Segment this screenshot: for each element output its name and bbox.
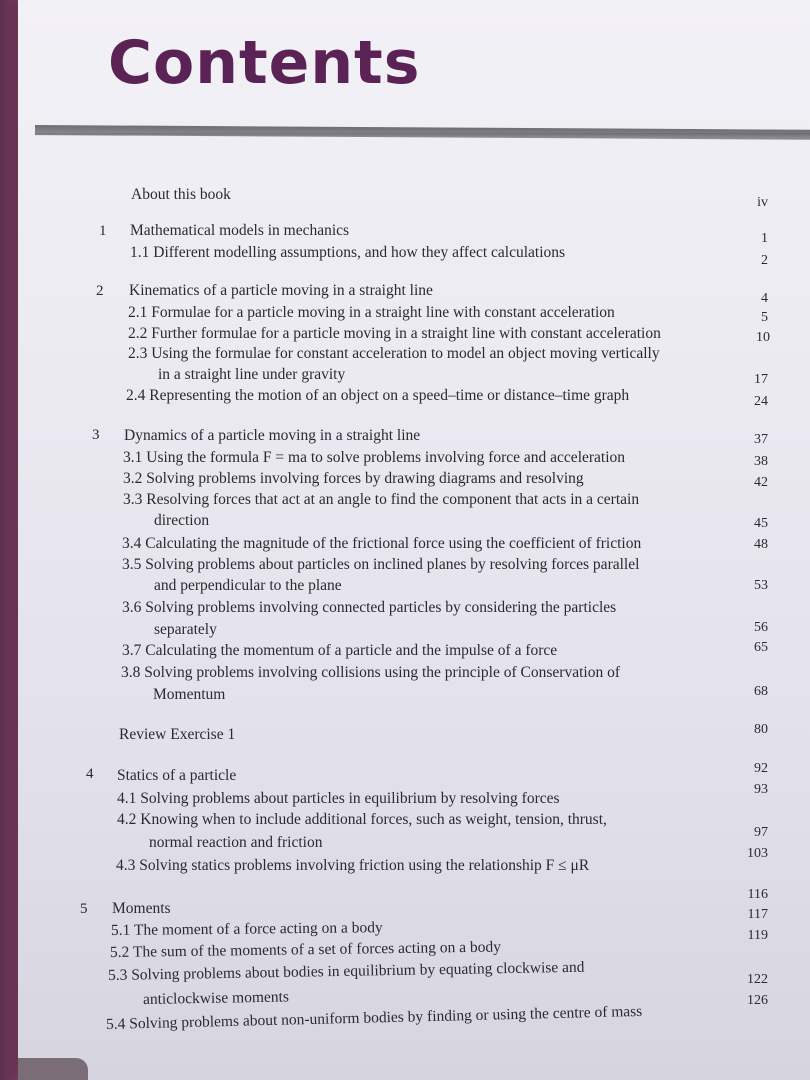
toc-page-4-1: 93 [754,782,768,797]
toc-page-3-8: 68 [754,684,768,699]
toc-section-4-3: 4.3 Solving statics problems involving friction using the relationship F ≤ μR [116,857,590,874]
toc-page-ch3: 37 [754,432,768,447]
toc-page-1-1: 2 [761,253,768,268]
toc-page-3-7: 65 [754,640,768,655]
toc-page-3-1: 38 [754,454,768,469]
toc-section-3-5: 3.5 Solving problems about particles on inclined planes by resolving forces parallel [122,556,640,573]
toc-page-4-2: 97 [754,825,768,840]
chapter-number-2: 2 [96,283,104,299]
toc-section-3-5-cont: and perpendicular to the plane [154,577,342,594]
toc-page-5-3: 122 [747,972,768,987]
toc-entry-about: About this book [131,186,231,203]
toc-section-4-2: 4.2 Knowing when to include additional forces, such as weight, tension, thrust, [117,811,607,828]
toc-page-3-4: 48 [754,537,768,552]
toc-section-2-3-cont: in a straight line under gravity [158,366,346,383]
toc-chapter-4: Statics of a particle [117,767,237,784]
page-title: Contents [108,28,421,98]
toc-entry-review: Review Exercise 1 [119,726,236,743]
toc-section-3-1: 3.1 Using the formula F = ma to solve problems involving force and acceleration [123,449,626,466]
toc-chapter-5: Moments [112,900,171,917]
toc-section-3-3: 3.3 Resolving forces that act at an angle to find the component that acts in a certain [123,491,640,508]
toc-page-2-1: 5 [761,310,768,325]
toc-page-review: 80 [754,722,768,737]
toc-section-4-1: 4.1 Solving problems about particles in equilibrium by resolving forces [117,790,560,807]
chapter-number-3: 3 [92,427,100,443]
toc-chapter-2: Kinematics of a particle moving in a straight line [129,282,433,299]
toc-page-ch4: 92 [754,761,768,776]
toc-page-4-3: 103 [747,846,768,861]
toc-section-3-6-cont: separately [154,621,217,638]
toc-page-3-2: 42 [754,475,768,490]
toc-section-5-1: 5.1 The moment of a force acting on a body [110,919,383,939]
toc-page-5-4: 126 [747,993,768,1008]
toc-section-3-8-cont: Momentum [153,686,226,703]
toc-section-2-2: 2.2 Further formulae for a particle moving in a straight line with constant acceleration [128,325,661,342]
toc-page-ch1: 1 [761,231,768,246]
toc-page-5-1: 117 [747,907,768,922]
toc-section-3-3-cont: direction [154,512,210,529]
toc-page-ch5: 116 [747,887,768,902]
chapter-number-1: 1 [99,223,107,239]
toc-page-ch2: 4 [761,291,768,306]
toc-section-5-3: 5.3 Solving problems about bodies in equilibrium by equating clockwise and [107,958,585,984]
toc-page-2-3: 17 [754,372,768,387]
toc-section-1-1: 1.1 Different modelling assumptions, and how they affect calculations [130,244,566,261]
toc-page-5-2: 119 [747,928,768,943]
toc-section-2-3: 2.3 Using the formulae for constant acceleration to model an object moving vertically [128,345,660,362]
toc-page-about: iv [757,195,768,210]
toc-chapter-3: Dynamics of a particle moving in a straight line [124,427,421,444]
toc-page-3-5: 53 [754,578,768,593]
toc-section-5-3-cont: anticlockwise moments [142,988,290,1008]
toc-page-3-3: 45 [754,516,768,531]
toc-section-3-6: 3.6 Solving problems involving connected particles by considering the particles [122,599,617,616]
chapter-number-5: 5 [80,901,88,917]
toc-section-2-1: 2.1 Formulae for a particle moving in a straight line with constant acceleration [128,304,615,321]
toc-page-3-6: 56 [754,620,768,635]
toc-section-5-4: 5.4 Solving problems about non-uniform bodies by finding or using the centre of mass [105,1002,643,1033]
toc-section-2-4: 2.4 Representing the motion of an object on a speed–time or distance–time graph [126,387,630,404]
toc-section-3-7: 3.7 Calculating the momentum of a particle and the impulse of a force [122,642,558,659]
toc-page-2-4: 24 [754,394,768,409]
chapter-number-4: 4 [86,766,94,782]
toc-page-2-2: 10 [756,330,770,345]
toc-section-4-2-cont: normal reaction and friction [149,834,323,851]
toc-chapter-1: Mathematical models in mechanics [130,222,350,239]
toc-section-5-2: 5.2 The sum of the moments of a set of forces acting on a body [109,938,502,961]
toc-section-3-2: 3.2 Solving problems involving forces by drawing diagrams and resolving [123,470,584,487]
toc-section-3-4: 3.4 Calculating the magnitude of the frictional force using the coefficient of friction [122,535,642,552]
toc-section-3-8: 3.8 Solving problems involving collisions using the principle of Conservation of [121,664,620,681]
